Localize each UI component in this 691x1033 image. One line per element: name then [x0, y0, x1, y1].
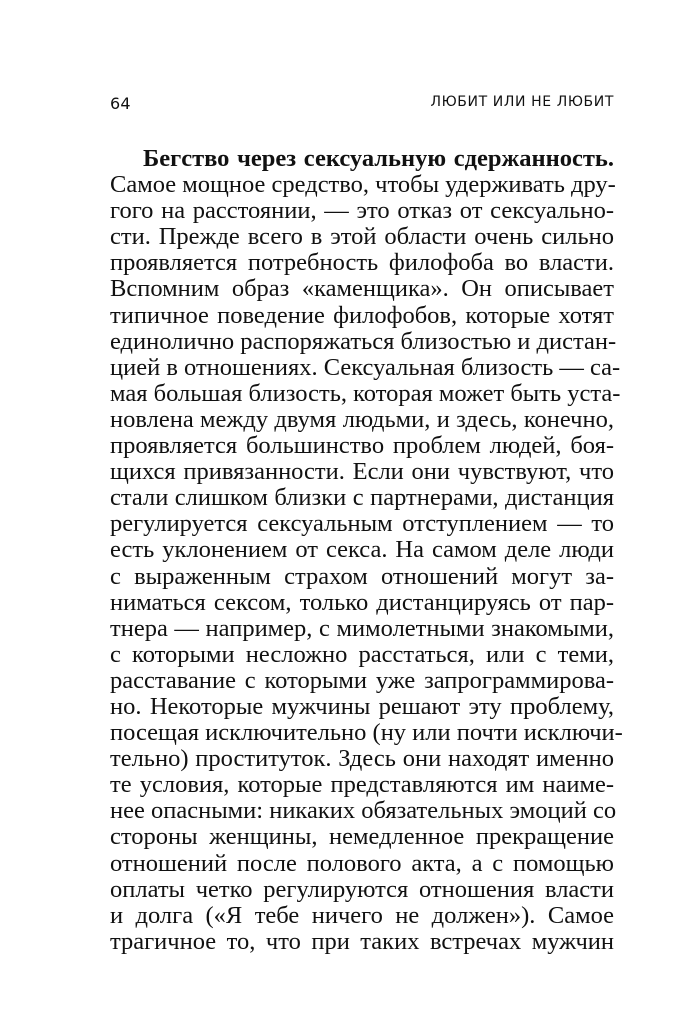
text-line: мая большая близость, которая может быть уста-	[110, 379, 621, 407]
text-line: щихся привязанности. Если они чувствуют, что	[110, 458, 614, 486]
text-line: регулируется сексуальным отступлением — то	[110, 510, 614, 538]
text-line: сти. Прежде всего в этой области очень сильно	[110, 223, 614, 251]
text-line: с выраженным страхом отношений могут за-	[110, 562, 614, 590]
text-line: с которыми несложно расстаться, или с теми,	[110, 640, 614, 668]
text-line: стали слишком близки с партнерами, дистанция	[110, 484, 614, 512]
text-line: ниматься сексом, только дистанцируясь от пар-	[110, 588, 614, 616]
text-line: трагичное то, что при таких встречах мужчин	[110, 927, 614, 955]
page-number: 64	[110, 94, 131, 113]
text-line: гого на расстоянии, — это отказ от сексуально-	[110, 197, 614, 225]
text-line: но. Некоторые мужчины решают эту проблему,	[110, 692, 614, 720]
text-line: типичное поведение филофобов, которые хотят	[110, 301, 614, 329]
text-line: посещая исключительно (ну или почти исключи-	[110, 719, 623, 747]
text-line: нее опасными: никаких обязательных эмоций со	[110, 797, 617, 825]
text-line: новлена между двумя людьми, и здесь, конечно,	[110, 405, 614, 433]
section-heading: Бегство через сексуальную сдержанность.	[143, 145, 614, 172]
text-line: и долга («Я тебе ничего не должен»). Самое	[110, 901, 614, 929]
running-title: ЛЮБИТ ИЛИ НЕ ЛЮБИТ	[430, 94, 614, 110]
text-line: тнера — например, с мимолетными знакомыми,	[110, 614, 614, 642]
text-line: есть уклонением от секса. На самом деле люди	[110, 536, 614, 564]
text-line: единолично распоряжаться близостью и дистан-	[110, 327, 617, 355]
text-line	[110, 146, 614, 172]
text-line: Самое мощное средство, чтобы удерживать дру-	[110, 171, 616, 199]
body-text	[110, 145, 623, 955]
text-line: расставание с которыми уже запрограммирова-	[110, 666, 614, 694]
text-line: стороны женщины, немедленное прекращение	[110, 823, 614, 851]
text-line: отношений после полового акта, а с помощью	[110, 849, 614, 877]
text-line: те условия, которые представляются им наиме-	[110, 771, 614, 799]
text-line: проявляется потребность филофоба во власти.	[110, 249, 614, 277]
text-line: оплаты четко регулируются отношения власти	[110, 875, 614, 903]
text-line: Вспомним образ «каменщика». Он описывает	[110, 275, 614, 303]
text-line: тельно) проституток. Здесь они находят именно	[110, 745, 614, 773]
text-line: проявляется большинство проблем людей, боя-	[110, 432, 614, 460]
page-header	[110, 94, 614, 116]
text-line: цией в отношениях. Сексуальная близость — са-	[110, 353, 621, 381]
